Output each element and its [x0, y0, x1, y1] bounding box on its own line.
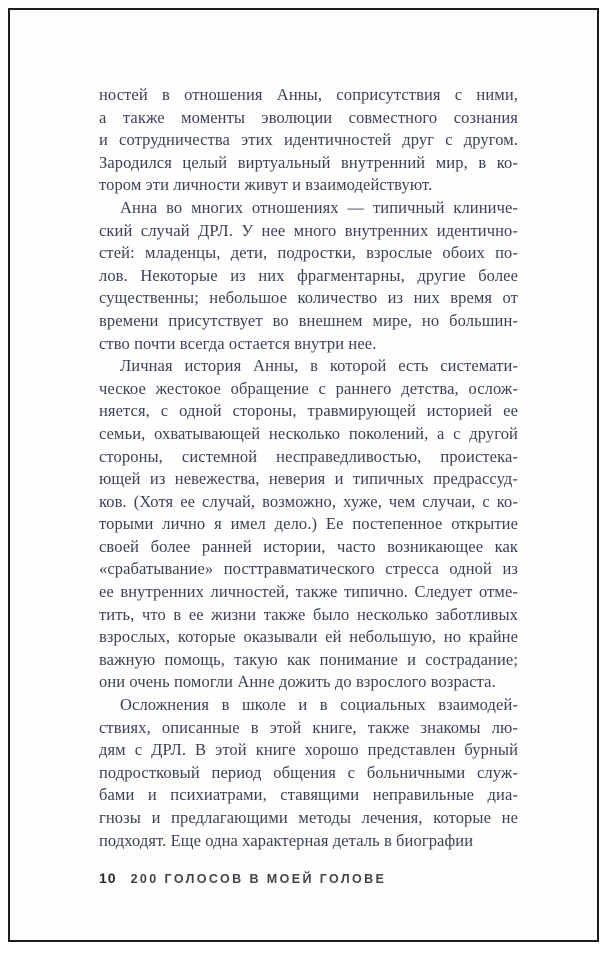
text-line: стороны, системной несправедливостью, проистека-	[99, 446, 518, 466]
text-line: Зародился целый виртуальный внутренний мир, в ко-	[99, 152, 518, 172]
text-line: они очень помогли Анне дожить до взрослого возраста.	[99, 672, 496, 692]
text-line: стей: младенцы, дети, подростки, взрослые обоих по-	[99, 243, 518, 263]
text-line: ствиях, описанные в этой книге, также знакомы лю-	[99, 717, 518, 737]
text-line: важную помощь, такую как понимание и сострадание;	[99, 649, 518, 669]
running-title: 200 ГОЛОСОВ В МОЕЙ ГОЛОВЕ	[130, 872, 387, 886]
page-footer	[99, 870, 518, 886]
text-line: взрослых, которые оказывали ей небольшую, но крайне	[99, 627, 518, 647]
text-line: тить, что в ее жизни также было несколько заботливых	[99, 604, 518, 624]
paragraph	[99, 197, 518, 355]
page-number: 10	[99, 870, 117, 886]
text-line: времени присутствует во внешнем мире, но большин-	[99, 310, 518, 330]
text-line: своей более ранней истории, часто возникающее как	[99, 536, 518, 556]
text-line: ющей из невежества, неверия и типичных предрассуд-	[99, 469, 518, 489]
text-line: ностей в отношения Анны, соприсутствия с ними,	[99, 85, 518, 104]
text-line: ее внутренних личностей, также типично. Следует отме-	[99, 582, 518, 602]
text-block	[99, 84, 518, 852]
text-line: тором эти личности живут и взаимодействуют.	[99, 175, 433, 195]
text-line: подростковый период общения с больничными служ-	[99, 762, 518, 782]
text-line: ский случай ДРЛ. У нее много внутренних идентично-	[99, 220, 518, 240]
text-line: а также моменты эволюции совместного сознания	[99, 107, 518, 127]
paragraph	[99, 355, 518, 694]
text-line: «срабатывание» посттравматического стресса одной из	[99, 559, 518, 579]
text-line: ство почти всегда остается внутри нее.	[99, 333, 377, 353]
text-line: бами и психиатрами, ставящими неправильные диа-	[99, 785, 518, 805]
text-line: гнозы и предлагающими методы лечения, которые не	[99, 808, 518, 827]
text-line: няется, с одной стороны, травмирующей историей ее	[99, 401, 518, 421]
text-line: дям с ДРЛ. В этой книге хорошо представлен бурный	[99, 740, 518, 760]
paragraph	[99, 84, 518, 197]
text-line: ческое жестокое обращение с раннего детства, ослож-	[99, 378, 518, 398]
text-line: Осложнения в школе и в социальных взаимодей-	[120, 695, 518, 715]
text-line: торыми лично я имел дело.) Ее постепенное открытие	[99, 514, 518, 534]
text-line: Анна во многих отношениях — типичный клиниче-	[120, 197, 518, 217]
text-line: лов. Некоторые из них фрагментарны, другие более	[99, 265, 518, 285]
paragraph	[99, 694, 518, 852]
text-line: ков. (Хотя ее случай, возможно, хуже, чем случаи, с ко-	[99, 491, 518, 511]
text-line: существенны; небольшое количество из них время от	[99, 288, 518, 308]
text-line: Личная история Анны, в которой есть системати-	[120, 356, 518, 376]
text-line: семьи, охватывающей несколько поколений, а с другой	[99, 423, 518, 443]
text-line: и сотрудничества этих идентичностей друг с другом.	[99, 130, 518, 150]
text-line: подходят. Еще одна характерная деталь в биографии	[99, 830, 474, 850]
